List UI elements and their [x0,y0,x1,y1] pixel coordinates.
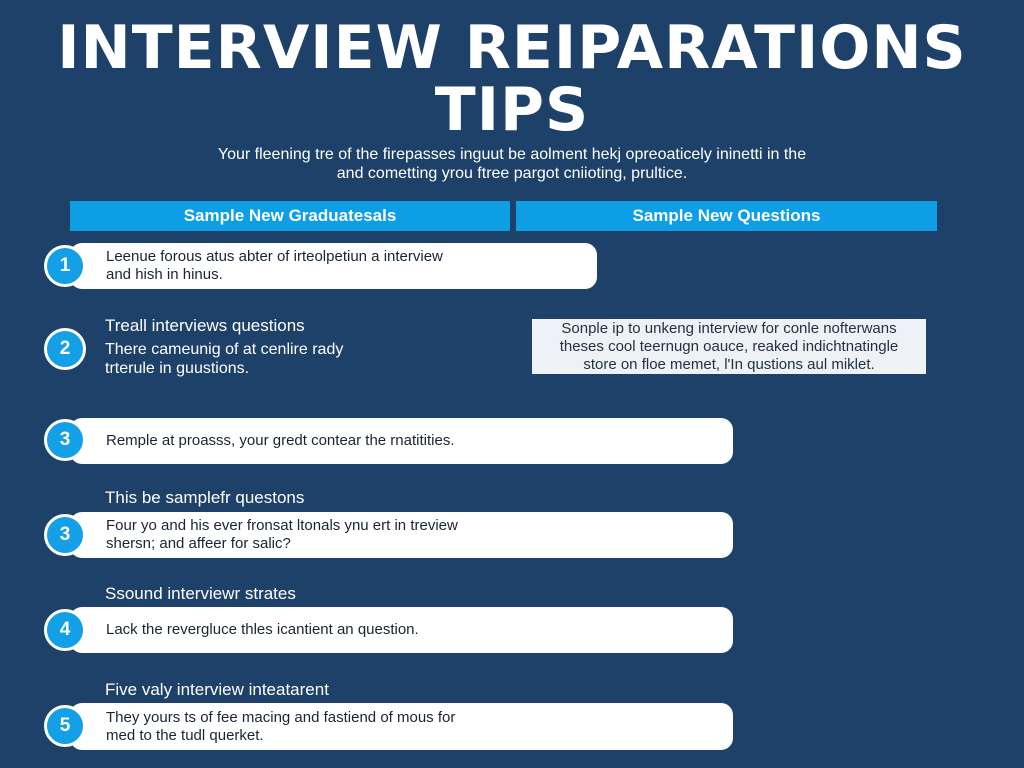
tip-5-heading: Ssound interviewr strates [105,584,296,603]
tip-6-heading: Five valy interview inteatarent [105,680,329,699]
column-header-right: Sample New Questions [516,201,937,231]
tip-card-1 [70,243,597,289]
tip-2-number-badge: 2 [44,328,86,370]
tip-4-text-line-1: Four yo and his ever fronsat ltonals ynu ert in treview [106,517,458,534]
tip-3-text-line-1: Remple at proasss, your gredt contear the rnatitities. [106,432,455,449]
tip-card-5 [70,607,733,653]
tip-1-text-line-1: Leenue forous atus abter of irteolpetiun a interview [106,248,443,265]
sample-question-note [532,319,926,374]
subtitle-line-1: Your fleening tre of the firepasses inguut be aolment hekj opreoaticely ininetti in the [217,146,807,163]
note-line-3: store on floe memet, l'In qustions aul miklet. [583,356,875,373]
tip-6-text-line-1: They yours ts of fee macing and fastiend of mous for [106,708,456,726]
tip-5-text-line-1: Lack the reverglucе thles icantient an question. [106,621,419,638]
page-title-line-2: TIPS [434,75,590,145]
tip-6-text-line-2: med to the tudl querket. [106,726,264,744]
tip-2-text [105,340,343,378]
tip-2-heading: Treall interviews questions [105,316,305,335]
note-line-1: Sonple ip to unkeng interview for conle nofterwans [561,320,897,337]
tip-5-number-badge: 4 [44,609,86,651]
tip-3-number-badge: 3 [44,419,86,461]
tip-4-heading: This be samplefr questons [105,488,305,507]
tip-1-number-badge: 1 [44,245,86,287]
tip-6-number-badge: 5 [44,705,86,747]
page-title-line-1: INTERVIEW REIPARATIONS [57,13,967,83]
tip-card-6 [70,703,733,750]
tip-4-number-badge: 3 [44,514,86,556]
note-line-2: theses cool teernugn oauce, reaked indichtnatingle [559,338,899,355]
tip-2-text-line-1: There cameunig of at cenlire rady [105,341,344,358]
tip-1-text-line-2: and hish in hinus. [106,266,223,283]
tip-2-text-line-2: trterule in guustions. [105,360,250,377]
column-header-left: Sample New Graduatesals [70,201,510,231]
tip-card-4 [70,512,733,558]
subtitle-line-2: and cometting yrou ftree pargot cniioting, prultice. [336,165,688,182]
tip-card-3 [70,418,733,464]
tip-4-text-line-2: shersn; and affeer for salic? [106,535,291,552]
